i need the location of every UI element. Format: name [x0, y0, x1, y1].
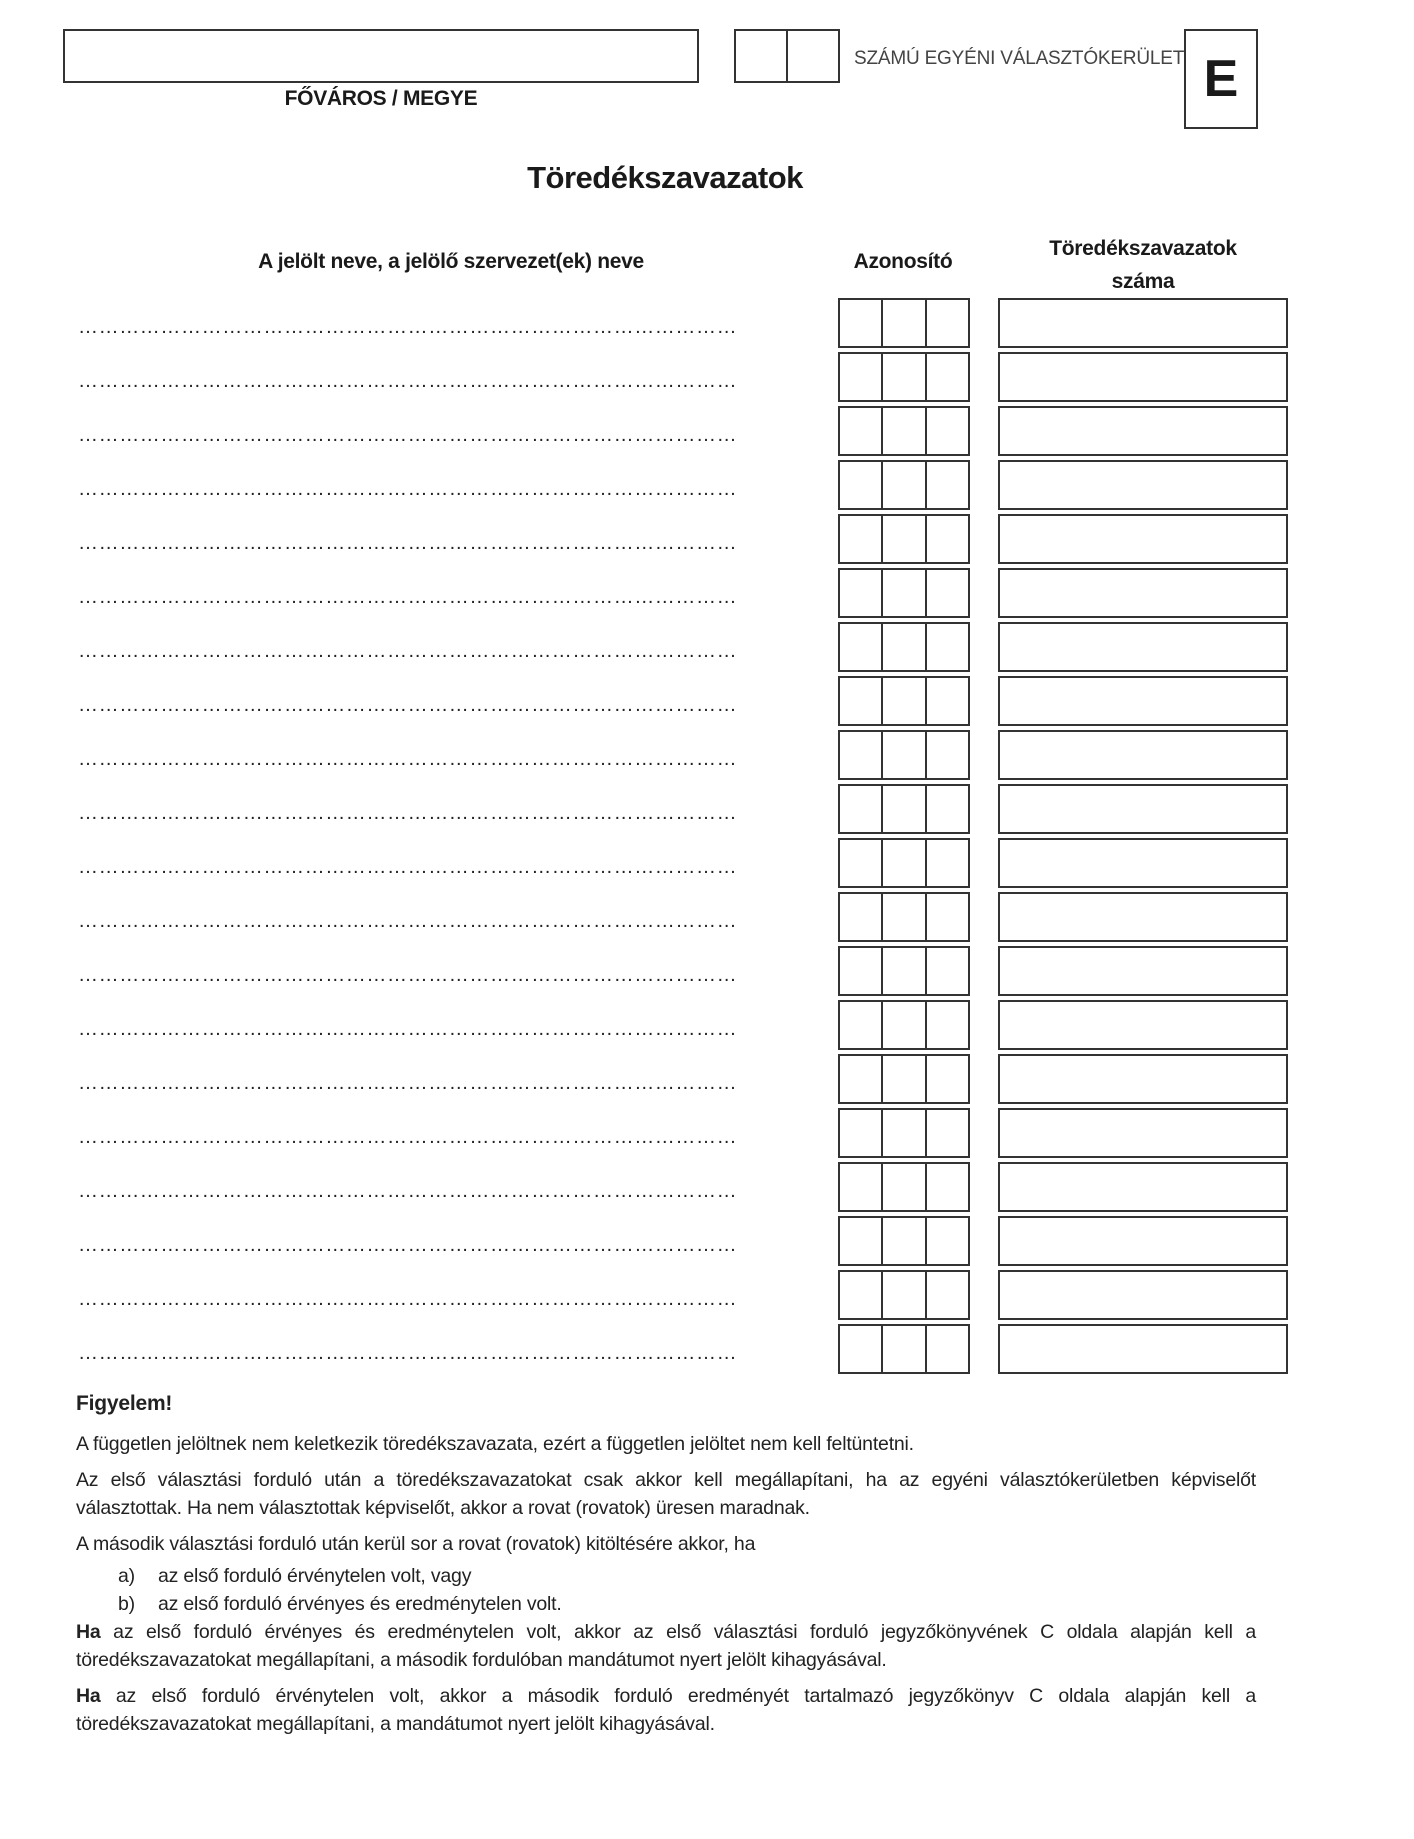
fragment-vote-count-box[interactable] [998, 568, 1288, 618]
table-row [0, 460, 1414, 510]
identifier-digit-cell[interactable] [881, 624, 924, 670]
identifier-digit-cell[interactable] [925, 1056, 968, 1102]
table-row [0, 1000, 1414, 1050]
identifier-digit-cell[interactable] [840, 894, 881, 940]
table-row [0, 568, 1414, 618]
note-paragraph: Az első választási forduló után a töredékszavazatokat csak akkor kell megállapítani, ha az egyéni választókerületben képviselőt választottak. Ha nem választottak képviselőt, akkor a rovat (rovatok) üresen maradnak. [76, 1469, 1256, 1519]
table-row [0, 1162, 1414, 1212]
candidate-name-line[interactable]: …………………………………………………………………………………… [78, 424, 738, 446]
identifier-digit-cell[interactable] [881, 948, 924, 994]
candidate-name-line[interactable]: …………………………………………………………………………………… [78, 1342, 738, 1364]
identifier-digit-cell[interactable] [840, 1164, 881, 1210]
fragment-vote-count-box[interactable] [998, 1000, 1288, 1050]
note-paragraph: A független jelöltnek nem keletkezik töredékszavazata, ezért a független jelöltet nem kell feltüntetni. [76, 1433, 914, 1455]
fragment-vote-count-box[interactable] [998, 730, 1288, 780]
identifier-digit-cell[interactable] [881, 1272, 924, 1318]
fragment-vote-count-box[interactable] [998, 352, 1288, 402]
note-bold-lead: Ha [76, 1621, 101, 1643]
note-list-text: az első forduló érvényes és eredménytelen volt. [158, 1593, 562, 1615]
identifier-digit-cell[interactable] [840, 462, 881, 508]
identifier-digit-cell[interactable] [840, 840, 881, 886]
district-digit-cell[interactable] [736, 31, 786, 81]
district-label: SZÁMÚ EGYÉNI VÁLASZTÓKERÜLET [854, 48, 1185, 69]
identifier-digit-cell[interactable] [925, 678, 968, 724]
identifier-digit-cell[interactable] [925, 354, 968, 400]
fragment-vote-count-box[interactable] [998, 1324, 1288, 1374]
fragment-vote-count-box[interactable] [998, 838, 1288, 888]
identifier-box[interactable] [838, 514, 970, 564]
table-row [0, 676, 1414, 726]
identifier-digit-cell[interactable] [840, 948, 881, 994]
fragment-vote-count-box[interactable] [998, 514, 1288, 564]
identifier-digit-cell[interactable] [840, 1218, 881, 1264]
identifier-box[interactable] [838, 784, 970, 834]
identifier-digit-cell[interactable] [881, 786, 924, 832]
candidate-name-line[interactable]: …………………………………………………………………………………… [78, 1018, 738, 1040]
identifier-box[interactable] [838, 730, 970, 780]
identifier-digit-cell[interactable] [925, 516, 968, 562]
identifier-box[interactable] [838, 460, 970, 510]
table-row [0, 892, 1414, 942]
identifier-box[interactable] [838, 1162, 970, 1212]
identifier-digit-cell[interactable] [840, 570, 881, 616]
identifier-digit-cell[interactable] [881, 570, 924, 616]
fragment-vote-count-box[interactable] [998, 1162, 1288, 1212]
note-paragraph [76, 1618, 1256, 1674]
identifier-digit-cell[interactable] [881, 1056, 924, 1102]
identifier-digit-cell[interactable] [925, 1272, 968, 1318]
column-header-count [998, 232, 1288, 298]
table-row [0, 1216, 1414, 1266]
identifier-digit-cell[interactable] [881, 516, 924, 562]
county-input-box[interactable] [63, 29, 699, 83]
identifier-digit-cell[interactable] [840, 1326, 881, 1372]
note-text: az első forduló érvénytelen volt, akkor a második forduló eredményét tartalmazó jegyzőkönyv C oldala alapján kell a töredékszavazatokat megállapítani, a mandátumot nyert jelölt kihagyásával. [76, 1685, 1256, 1735]
identifier-digit-cell[interactable] [840, 732, 881, 778]
column-header-count-line2: száma [1111, 270, 1175, 293]
identifier-digit-cell[interactable] [881, 300, 924, 346]
identifier-digit-cell[interactable] [881, 408, 924, 454]
identifier-digit-cell[interactable] [881, 1002, 924, 1048]
table-row [0, 622, 1414, 672]
note-list-text: az első forduló érvénytelen volt, vagy [158, 1565, 472, 1587]
candidate-name-line[interactable]: …………………………………………………………………………………… [78, 1234, 738, 1256]
identifier-digit-cell[interactable] [840, 1272, 881, 1318]
identifier-box[interactable] [838, 298, 970, 348]
identifier-box[interactable] [838, 1324, 970, 1374]
table-row [0, 784, 1414, 834]
candidate-name-line[interactable]: …………………………………………………………………………………… [78, 694, 738, 716]
identifier-digit-cell[interactable] [881, 354, 924, 400]
table-row [0, 352, 1414, 402]
candidate-name-line[interactable]: …………………………………………………………………………………… [78, 640, 738, 662]
candidate-name-line[interactable]: …………………………………………………………………………………… [78, 856, 738, 878]
fragment-vote-count-box[interactable] [998, 892, 1288, 942]
candidate-name-line[interactable]: …………………………………………………………………………………… [78, 370, 738, 392]
fragment-vote-count-box[interactable] [998, 406, 1288, 456]
notes-section [76, 1390, 1256, 1742]
identifier-digit-cell[interactable] [925, 462, 968, 508]
note-list-item [76, 1562, 1256, 1590]
candidate-name-line[interactable]: …………………………………………………………………………………… [78, 910, 738, 932]
identifier-digit-cell[interactable] [925, 894, 968, 940]
district-number-box[interactable] [734, 29, 840, 83]
identifier-digit-cell[interactable] [925, 300, 968, 346]
candidate-name-line[interactable]: …………………………………………………………………………………… [78, 586, 738, 608]
identifier-digit-cell[interactable] [840, 678, 881, 724]
table-row [0, 1054, 1414, 1104]
fragment-vote-count-box[interactable] [998, 784, 1288, 834]
fragment-vote-count-box[interactable] [998, 676, 1288, 726]
identifier-digit-cell[interactable] [881, 840, 924, 886]
identifier-digit-cell[interactable] [881, 894, 924, 940]
identifier-digit-cell[interactable] [925, 948, 968, 994]
identifier-box[interactable] [838, 946, 970, 996]
identifier-digit-cell[interactable] [881, 1218, 924, 1264]
identifier-digit-cell[interactable] [881, 1326, 924, 1372]
identifier-digit-cell[interactable] [840, 624, 881, 670]
note-text: az első forduló érvényes és eredménytelen volt, akkor az első választási forduló jegyzőkönyvének C oldala alapján kell a töredékszavazatokat megállapítani, a második fordulóban mandátumot nyert jelölt kihagyásával. [76, 1621, 1256, 1671]
identifier-digit-cell[interactable] [925, 1326, 968, 1372]
table-row [0, 946, 1414, 996]
candidate-name-line[interactable]: …………………………………………………………………………………… [78, 802, 738, 824]
identifier-digit-cell[interactable] [925, 1218, 968, 1264]
identifier-box[interactable] [838, 838, 970, 888]
identifier-box[interactable] [838, 892, 970, 942]
fragment-vote-count-box[interactable] [998, 946, 1288, 996]
fragment-vote-count-box[interactable] [998, 1054, 1288, 1104]
identifier-digit-cell[interactable] [925, 1002, 968, 1048]
identifier-digit-cell[interactable] [881, 732, 924, 778]
fragment-vote-count-box[interactable] [998, 1270, 1288, 1320]
identifier-digit-cell[interactable] [925, 786, 968, 832]
column-header-count-line1: Töredékszavazatok [1049, 237, 1237, 260]
identifier-box[interactable] [838, 676, 970, 726]
fragment-vote-count-box[interactable] [998, 1216, 1288, 1266]
identifier-digit-cell[interactable] [840, 1056, 881, 1102]
identifier-digit-cell[interactable] [840, 1110, 881, 1156]
note-bold-lead: Ha [76, 1685, 101, 1707]
candidate-name-line[interactable]: …………………………………………………………………………………… [78, 1288, 738, 1310]
note-paragraph: A második választási forduló után kerül sor a rovat (rovatok) kitöltésére akkor, ha [76, 1533, 756, 1555]
candidate-name-line[interactable]: …………………………………………………………………………………… [78, 532, 738, 554]
note-paragraph [76, 1682, 1256, 1738]
table-row [0, 1108, 1414, 1158]
table-row [0, 406, 1414, 456]
identifier-digit-cell[interactable] [840, 408, 881, 454]
identifier-digit-cell[interactable] [881, 1164, 924, 1210]
identifier-digit-cell[interactable] [840, 786, 881, 832]
candidate-name-line[interactable]: …………………………………………………………………………………… [78, 478, 738, 500]
identifier-box[interactable] [838, 1216, 970, 1266]
fragment-vote-count-box[interactable] [998, 460, 1288, 510]
candidate-name-line[interactable]: …………………………………………………………………………………… [78, 1126, 738, 1148]
candidate-name-line[interactable]: …………………………………………………………………………………… [78, 748, 738, 770]
identifier-digit-cell[interactable] [840, 300, 881, 346]
table-row [0, 1324, 1414, 1374]
page-title: Töredékszavazatok [527, 160, 803, 195]
identifier-box[interactable] [838, 1108, 970, 1158]
identifier-digit-cell[interactable] [925, 840, 968, 886]
candidate-name-line[interactable]: …………………………………………………………………………………… [78, 1072, 738, 1094]
identifier-box[interactable] [838, 1270, 970, 1320]
table-row [0, 730, 1414, 780]
table-row [0, 1270, 1414, 1320]
note-list-label: a) [118, 1565, 135, 1587]
form-letter-badge: E [1184, 29, 1258, 129]
identifier-digit-cell[interactable] [925, 570, 968, 616]
column-header-name: A jelölt neve, a jelölő szervezet(ek) neve [258, 250, 644, 273]
district-digit-cell[interactable] [786, 31, 838, 81]
fragment-vote-count-box[interactable] [998, 298, 1288, 348]
county-label: FŐVÁROS / MEGYE [284, 87, 478, 110]
identifier-digit-cell[interactable] [925, 732, 968, 778]
fragment-vote-count-box[interactable] [998, 622, 1288, 672]
identifier-digit-cell[interactable] [881, 462, 924, 508]
identifier-box[interactable] [838, 1054, 970, 1104]
candidate-name-line[interactable]: …………………………………………………………………………………… [78, 964, 738, 986]
identifier-digit-cell[interactable] [840, 1002, 881, 1048]
column-header-id: Azonosító [853, 250, 953, 273]
table-row [0, 514, 1414, 564]
identifier-digit-cell[interactable] [840, 516, 881, 562]
identifier-box[interactable] [838, 352, 970, 402]
note-list-label: b) [118, 1593, 135, 1615]
table-row [0, 298, 1414, 348]
candidate-name-line[interactable]: …………………………………………………………………………………… [78, 1180, 738, 1202]
identifier-digit-cell[interactable] [925, 1110, 968, 1156]
identifier-digit-cell[interactable] [925, 1164, 968, 1210]
warning-heading: Figyelem! [76, 1392, 173, 1415]
table-row [0, 838, 1414, 888]
identifier-box[interactable] [838, 568, 970, 618]
identifier-digit-cell[interactable] [881, 1110, 924, 1156]
identifier-box[interactable] [838, 1000, 970, 1050]
fragment-vote-count-box[interactable] [998, 1108, 1288, 1158]
identifier-digit-cell[interactable] [881, 678, 924, 724]
identifier-digit-cell[interactable] [840, 354, 881, 400]
identifier-digit-cell[interactable] [925, 624, 968, 670]
note-list-item [76, 1590, 1256, 1618]
identifier-box[interactable] [838, 406, 970, 456]
identifier-box[interactable] [838, 622, 970, 672]
identifier-digit-cell[interactable] [925, 408, 968, 454]
candidate-name-line[interactable]: …………………………………………………………………………………… [78, 316, 738, 338]
